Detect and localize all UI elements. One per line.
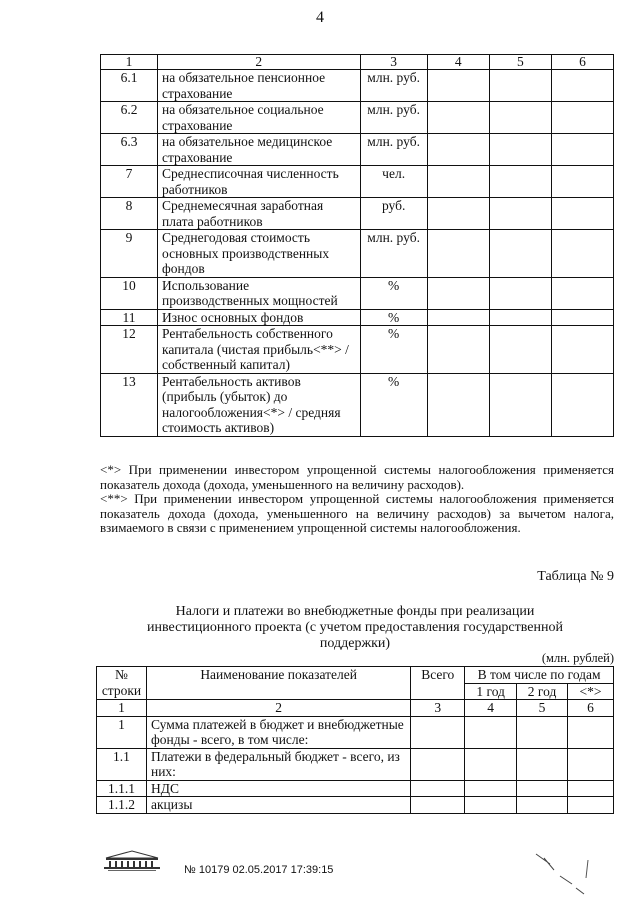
header-year-1: 1 год (465, 683, 517, 700)
value-cell (551, 70, 613, 102)
indicator-name: Рентабельность активов (прибыль (убыток) до налогообложения<*> / средняя стоимость активов) (158, 373, 361, 436)
row-number: 1 (97, 716, 147, 748)
value-cell (489, 102, 551, 134)
value-cell (551, 198, 613, 230)
col-number: 1 (97, 700, 147, 717)
col-number: 2 (158, 55, 361, 70)
row-number: 1.1.2 (97, 797, 147, 814)
row-number: 11 (101, 309, 158, 326)
footnote-2: <**> При применении инвестором упрощенной системы налогообложения применяется показатель дохода (дохода, уменьшенного на величину расходов) за вычетом налога, взимаемого в связи с применением упрощенной системы налогообложения. (100, 491, 614, 535)
value-cell (489, 309, 551, 326)
header-indicator-name: Наименование показателей (146, 667, 410, 700)
row-number: 6.3 (101, 134, 158, 166)
taxes-table (96, 666, 614, 814)
value-cell (517, 797, 568, 814)
row-number: 1.1.1 (97, 780, 147, 797)
value-cell (568, 797, 614, 814)
indicator-name: Сумма платежей в бюджет и внебюджетные фонды - всего, в том числе: (146, 716, 410, 748)
value-cell (517, 748, 568, 780)
col-number: 2 (146, 700, 410, 717)
indicators-table (100, 54, 614, 437)
col-number: 5 (517, 700, 568, 717)
value-cell (427, 277, 489, 309)
footnotes (100, 463, 614, 536)
col-number: 3 (411, 700, 465, 717)
building-logo-icon (100, 850, 164, 872)
table-row (101, 70, 614, 102)
value-cell (517, 716, 568, 748)
value-cell (465, 797, 517, 814)
header-year-n: <*> (568, 683, 614, 700)
table-colnum-row (97, 700, 614, 717)
value-cell (489, 70, 551, 102)
value-cell (427, 102, 489, 134)
table-row (101, 309, 614, 326)
header-year-2: 2 год (517, 683, 568, 700)
unit-of-measure: % (360, 373, 427, 436)
value-cell (551, 134, 613, 166)
document-stamp: № 10179 02.05.2017 17:39:15 (184, 864, 334, 876)
value-cell (568, 780, 614, 797)
indicator-name: Среднегодовая стоимость основных производственных фондов (158, 230, 361, 278)
table-row (101, 166, 614, 198)
unit-of-measure: млн. руб. (360, 70, 427, 102)
row-number: 7 (101, 166, 158, 198)
table-row (101, 102, 614, 134)
table-row (97, 716, 614, 748)
row-number: 8 (101, 198, 158, 230)
indicator-name: на обязательное пенсионное страхование (158, 70, 361, 102)
header-row-number: № строки (97, 667, 147, 700)
value-cell (427, 326, 489, 374)
value-cell (551, 326, 613, 374)
value-cell (551, 102, 613, 134)
table-row (101, 277, 614, 309)
value-cell (427, 373, 489, 436)
value-cell (489, 198, 551, 230)
value-cell (551, 166, 613, 198)
value-cell (568, 716, 614, 748)
row-number: 6.2 (101, 102, 158, 134)
value-cell (551, 309, 613, 326)
unit-of-measure: % (360, 309, 427, 326)
table-row (101, 198, 614, 230)
table-title: Налоги и платежи во внебюджетные фонды при реализации инвестиционного проекта (с учетом предоставления государственной поддержки) (147, 604, 563, 651)
table-row (97, 748, 614, 780)
unit-of-measure: млн. руб. (360, 134, 427, 166)
row-number: 10 (101, 277, 158, 309)
value-cell (568, 748, 614, 780)
value-cell (465, 748, 517, 780)
col-number: 3 (360, 55, 427, 70)
header-total: Всего (411, 667, 465, 700)
table-row (101, 230, 614, 278)
table-label: Таблица № 9 (537, 569, 614, 584)
value-cell (465, 716, 517, 748)
units-note: (млн. рублей) (541, 651, 614, 665)
value-cell (411, 780, 465, 797)
value-cell (411, 797, 465, 814)
value-cell (489, 166, 551, 198)
value-cell (427, 230, 489, 278)
value-cell (411, 716, 465, 748)
unit-of-measure: чел. (360, 166, 427, 198)
value-cell (411, 748, 465, 780)
value-cell (551, 230, 613, 278)
table-row (97, 797, 614, 814)
col-number: 6 (551, 55, 613, 70)
col-number: 4 (465, 700, 517, 717)
indicator-name: на обязательное социальное страхование (158, 102, 361, 134)
indicator-name: Износ основных фондов (158, 309, 361, 326)
value-cell (551, 373, 613, 436)
value-cell (489, 230, 551, 278)
page-number: 4 (316, 9, 324, 26)
value-cell (427, 166, 489, 198)
value-cell (489, 277, 551, 309)
unit-of-measure: руб. (360, 198, 427, 230)
unit-of-measure: % (360, 326, 427, 374)
unit-of-measure: % (360, 277, 427, 309)
indicator-name: Рентабельность собственного капитала (чистая прибыль<**> / собственный капитал) (158, 326, 361, 374)
indicator-name: Платежи в федеральный бюджет - всего, из них: (146, 748, 410, 780)
table-row (101, 134, 614, 166)
row-number: 13 (101, 373, 158, 436)
value-cell (465, 780, 517, 797)
col-number: 5 (489, 55, 551, 70)
col-number: 4 (427, 55, 489, 70)
row-number: 6.1 (101, 70, 158, 102)
value-cell (427, 134, 489, 166)
table-header-row (97, 667, 614, 684)
handwritten-marks-icon (530, 848, 600, 898)
table-row (101, 373, 614, 436)
value-cell (517, 780, 568, 797)
col-number: 1 (101, 55, 158, 70)
value-cell (427, 198, 489, 230)
footnote-1: <*> При применении инвестором упрощенной системы налогообложения применяется показатель дохода (дохода, уменьшенного на величину расходов). (100, 462, 614, 492)
value-cell (489, 134, 551, 166)
indicator-name: Среднесписочная численность работников (158, 166, 361, 198)
indicator-name: НДС (146, 780, 410, 797)
value-cell (551, 277, 613, 309)
row-number: 1.1 (97, 748, 147, 780)
col-number: 6 (568, 700, 614, 717)
indicator-name: Среднемесячная заработная плата работников (158, 198, 361, 230)
indicator-name: Использование производственных мощностей (158, 277, 361, 309)
unit-of-measure: млн. руб. (360, 102, 427, 134)
header-by-years: В том числе по годам (465, 667, 614, 684)
indicator-name: акцизы (146, 797, 410, 814)
row-number: 12 (101, 326, 158, 374)
unit-of-measure: млн. руб. (360, 230, 427, 278)
indicator-name: на обязательное медицинское страхование (158, 134, 361, 166)
value-cell (489, 326, 551, 374)
table-row (97, 780, 614, 797)
table-header-row (101, 55, 614, 70)
row-number: 9 (101, 230, 158, 278)
table-row (101, 326, 614, 374)
value-cell (427, 70, 489, 102)
value-cell (489, 373, 551, 436)
value-cell (427, 309, 489, 326)
